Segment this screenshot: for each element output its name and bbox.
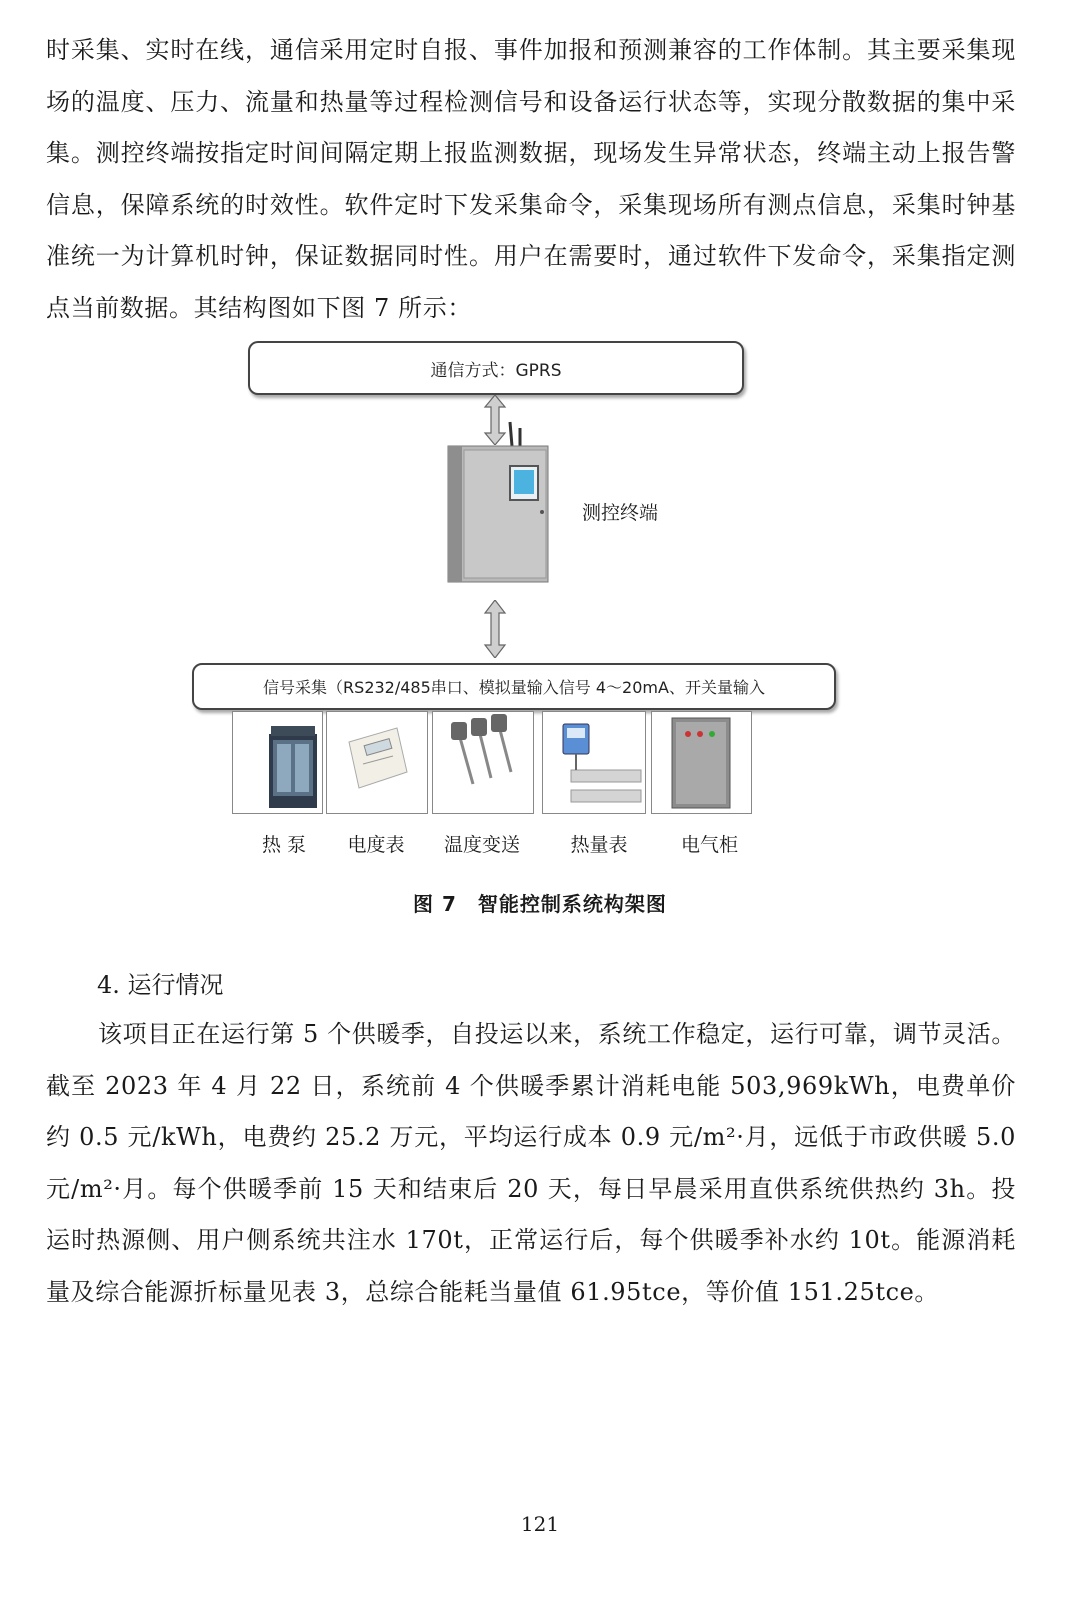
communication-box: 通信方式：GPRS bbox=[248, 341, 744, 395]
electrical-cabinet-image bbox=[651, 711, 752, 814]
intro-paragraph: 时采集、实时在线，通信采用定时自报、事件加报和预测兼容的工作体制。其主要采集现场的温度、压力、流量和热量等过程检测信号和设备运行状态等，实现分散数据的集中采集。测控终端按指定时间间隔定期上报监测数据，现场发生异常状态，终端主动上报告警信息，保障系统的时效性。软件定时下发采集命令，采集现场所有测点信息，采集时钟基准统一为计算机时钟，保证数据同时性。用户在需要时，通过软件下发命令，采集指定测点当前数据。其结构图如下图 7 所示： bbox=[46, 36, 1016, 322]
device-label-electric-meter: 电度表 bbox=[347, 834, 405, 856]
page-number: 121 bbox=[520, 1512, 560, 1536]
terminal-label: 测控终端 bbox=[582, 502, 659, 524]
section-heading: 4. 运行情况 bbox=[97, 971, 224, 999]
temperature-transmitter-image bbox=[432, 711, 534, 814]
device-label-heat-meter: 热量表 bbox=[570, 834, 628, 856]
signal-acquisition-box: 信号采集（RS232/485串口、模拟量输入信号 4～20mA、开关量输入 bbox=[192, 663, 836, 710]
figure-caption: 图 7 智能控制系统构架图 bbox=[413, 892, 667, 916]
device-label-temperature-transmitter: 温度变送 bbox=[443, 834, 520, 856]
electric-meter-image bbox=[326, 711, 428, 814]
heat-meter-image bbox=[542, 711, 646, 814]
device-label-electrical-cabinet: 电气柜 bbox=[680, 834, 738, 856]
double-arrow-icon bbox=[483, 600, 507, 658]
heat-pump-image bbox=[232, 711, 323, 814]
terminal-cabinet-image bbox=[446, 420, 556, 586]
operation-paragraph: 该项目正在运行第 5 个供暖季，自投运以来，系统工作稳定，运行可靠，调节灵活。截至 2023 年 4 月 22 日，系统前 4 个供暖季累计消耗电能 503,969kWh，电费单价约 0.5 元/kWh，电费约 25.2 万元，平均运行成本 0.9 元/m²·月，远低于市政供暖 5.0 元/m²·月。每个供暖季前 15 天和结束后 20 天，每日早晨采用直供系统供热约 3h。投运时热源侧、用户侧系统共注水 170t，正常运行后，每个供暖季补水约 10t。能源消耗量及综合能源折标量见表 3，总综合能耗当量值 61.95tce，等价值 151.25tce。 bbox=[46, 1020, 1016, 1306]
device-label-heat-pump: 热 泵 bbox=[261, 834, 307, 856]
